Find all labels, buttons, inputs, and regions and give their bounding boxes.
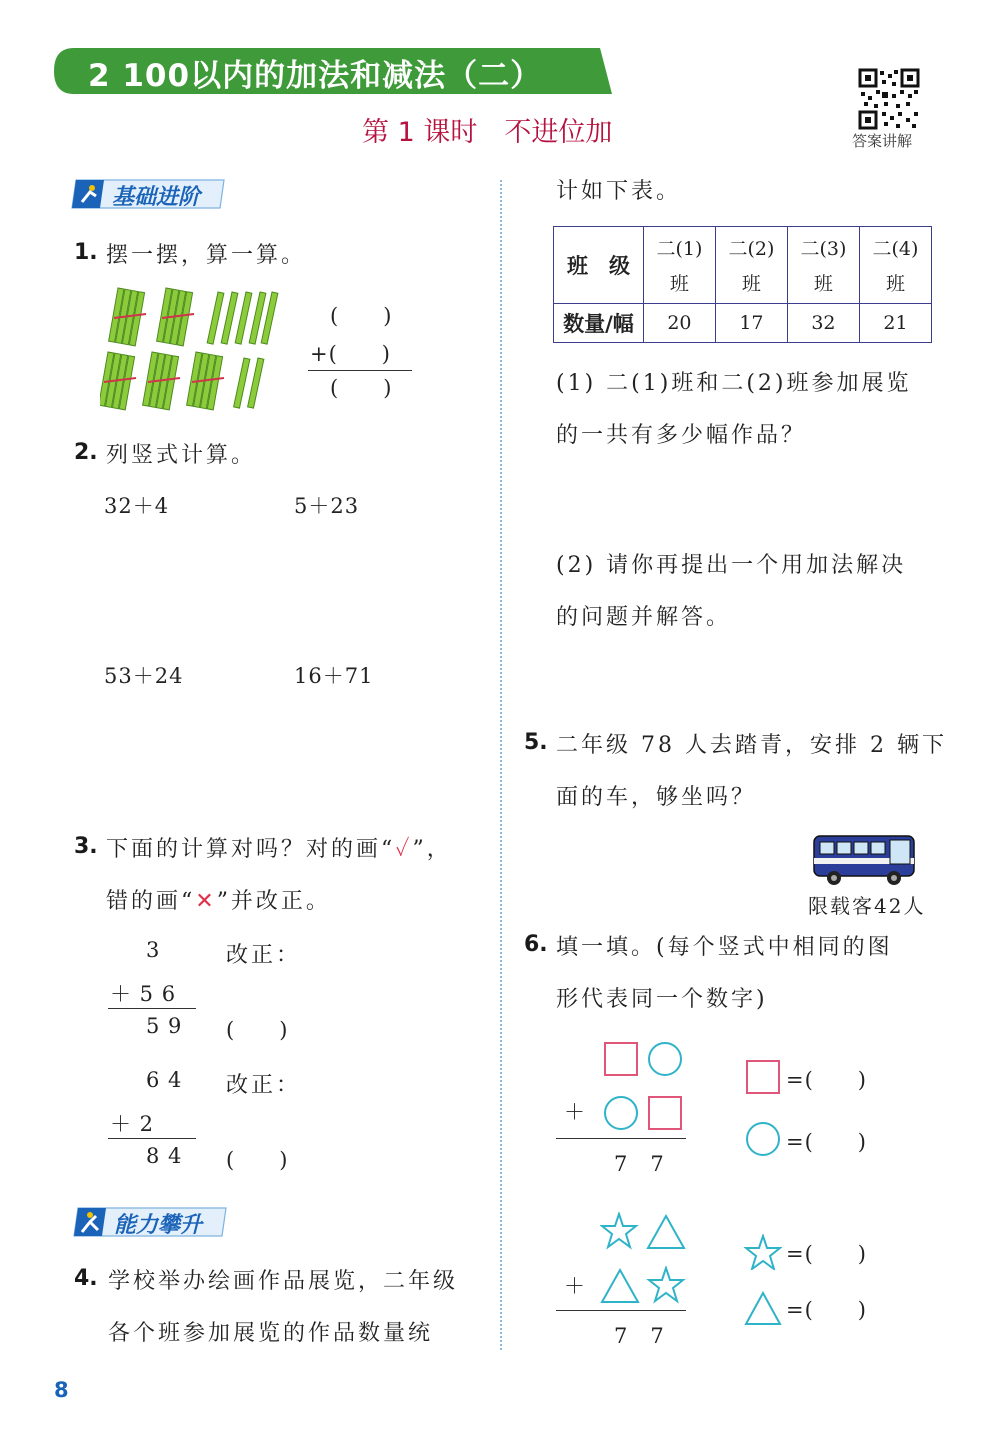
- table-col-1-bot: 班: [669, 273, 689, 295]
- q3a-top: 3: [146, 938, 161, 962]
- section-advanced-label: 能力攀升: [114, 1213, 203, 1238]
- q4-sub2-line-2: 的问题并解答。: [556, 605, 732, 630]
- q6b-plus: ＋: [564, 1274, 586, 1298]
- section-advanced-tag: [72, 1206, 228, 1238]
- table-col-3-top: 二(3): [800, 238, 847, 260]
- q3-line-2: [106, 884, 331, 915]
- circle-icon: [648, 1042, 682, 1076]
- q4-number: 4.: [74, 1266, 98, 1291]
- q4-sub1-line-1: (1) 二(1)班和二(2)班参加展览: [556, 371, 912, 396]
- q2-number: 2.: [74, 440, 98, 465]
- q4-sub2-line-1: (2) 请你再提出一个用加法解决: [556, 553, 907, 578]
- table-col-1: [643, 227, 715, 304]
- q6-line-1: 填一填。(每个竖式中相同的图: [556, 935, 893, 960]
- q6b-triangle-answer[interactable]: =( ): [786, 1298, 867, 1322]
- q3-line-2-b: ”并改正。: [216, 889, 331, 914]
- qr-code-icon[interactable]: [858, 68, 920, 130]
- q2-text: 列竖式计算。: [106, 443, 257, 468]
- q3b-result: 8 4: [146, 1144, 183, 1168]
- q6a-rule: [556, 1138, 686, 1139]
- q2-expr-1: 32＋4: [104, 494, 170, 518]
- triangle-icon: [744, 1290, 782, 1326]
- table-row-label: 数量/幅: [554, 304, 644, 343]
- q3a-result: 5 9: [146, 1014, 183, 1038]
- section-basic-label: 基础进阶: [112, 185, 201, 210]
- q6b-mid-shapes: [600, 1266, 690, 1306]
- q3b-fix-label: 改正：: [226, 1073, 302, 1098]
- table-cell: 20: [643, 304, 715, 343]
- q6a-square-answer[interactable]: =( ): [786, 1068, 867, 1092]
- q3b-rule: [108, 1138, 196, 1139]
- q3a-answer-paren[interactable]: ( ): [226, 1018, 289, 1042]
- square-icon: [648, 1096, 682, 1130]
- q1-rule: [308, 370, 412, 371]
- table-col-4-bot: 班: [885, 273, 905, 295]
- q4-sub1-line-2: 的一共有多少幅作品？: [556, 423, 807, 448]
- q6b-star-answer[interactable]: =( ): [786, 1242, 867, 1266]
- q3b-mid: ＋ 2: [110, 1112, 155, 1136]
- table-col-2-top: 二(2): [728, 238, 775, 260]
- qr-label: 答案讲解: [852, 132, 913, 150]
- q4-line-1: 学校举办绘画作品展览，二年级: [108, 1269, 459, 1294]
- q3a-mid: ＋ 5 6: [110, 982, 177, 1006]
- table-col-4-top: 二(4): [872, 238, 919, 260]
- q6b-rule: [556, 1310, 686, 1311]
- q4-line-2: 各个班参加展览的作品数量统: [108, 1321, 434, 1346]
- cross-mark-icon: ✕: [195, 889, 217, 914]
- bus-caption: 限载客42人: [808, 894, 926, 918]
- q6b-result: 7 7: [614, 1324, 665, 1348]
- square-icon: [746, 1060, 780, 1094]
- q2-expr-3: 53＋24: [104, 664, 184, 688]
- q6b-top-shapes: [600, 1212, 690, 1252]
- q1-blank-1[interactable]: ( ): [330, 304, 393, 328]
- sticks-bundles-image: [100, 284, 280, 414]
- circle-icon: [604, 1096, 638, 1130]
- q2-expr-2: 5＋23: [294, 494, 360, 518]
- q1-number: 1.: [74, 240, 98, 265]
- q5-line-2: 面的车，够坐吗？: [556, 785, 757, 810]
- q4-data-table: [553, 226, 932, 343]
- q3-line-1: [106, 832, 452, 863]
- q6a-circle-answer[interactable]: =( ): [786, 1130, 867, 1154]
- table-cell: 17: [715, 304, 787, 343]
- page-number: 8: [54, 1378, 69, 1402]
- bus-icon: [812, 830, 924, 888]
- star-icon: [744, 1234, 782, 1270]
- table-col-2: [715, 227, 787, 304]
- q3-line-1-a: 下面的计算对吗？对的画“: [106, 837, 396, 862]
- q1-text: 摆一摆，算一算。: [106, 243, 307, 268]
- table-col-3-bot: 班: [813, 273, 833, 295]
- q5-number: 5.: [524, 730, 548, 755]
- section-basic-tag: [70, 178, 226, 210]
- q3a-fix-label: 改正：: [226, 943, 302, 968]
- triangle-icon: [648, 1216, 684, 1248]
- star-icon: [649, 1268, 683, 1301]
- q6a-plus: ＋: [564, 1100, 586, 1124]
- table-col-2-bot: 班: [741, 273, 761, 295]
- q3-number: 3.: [74, 834, 98, 859]
- lesson-title: 第 1 课时 不进位加: [362, 117, 613, 148]
- q1-blank-3[interactable]: ( ): [330, 376, 393, 400]
- q5-line-1: 二年级 78 人去踏青，安排 2 辆下: [556, 733, 947, 758]
- table-col-4: [859, 227, 931, 304]
- q6-line-2: 形代表同一个数字): [556, 987, 768, 1012]
- table-col-3: [787, 227, 859, 304]
- star-icon: [602, 1214, 636, 1247]
- table-cell: 32: [787, 304, 859, 343]
- chapter-title: 2 100以内的加法和减法（二）: [88, 58, 543, 94]
- table-cell: 21: [859, 304, 931, 343]
- q6-number: 6.: [524, 932, 548, 957]
- circle-icon: [746, 1122, 780, 1156]
- table-col-1-top: 二(1): [656, 238, 703, 260]
- triangle-icon: [602, 1270, 638, 1302]
- q2-expr-4: 16＋71: [294, 664, 374, 688]
- q3b-top: 6 4: [146, 1068, 183, 1092]
- q3b-answer-paren[interactable]: ( ): [226, 1148, 289, 1172]
- q1-blank-2[interactable]: +( ): [310, 342, 391, 366]
- q3-line-2-a: 错的画“: [106, 889, 196, 914]
- q3a-rule: [108, 1008, 196, 1009]
- check-mark-icon: ✓: [395, 837, 413, 862]
- column-divider: [500, 180, 502, 1350]
- q3-line-1-b: ”，: [412, 837, 452, 862]
- q6a-result: 7 7: [614, 1152, 665, 1176]
- q4-line-3: 计如下表。: [556, 179, 682, 204]
- table-header-label: 班 级: [554, 227, 644, 304]
- square-icon: [604, 1042, 638, 1076]
